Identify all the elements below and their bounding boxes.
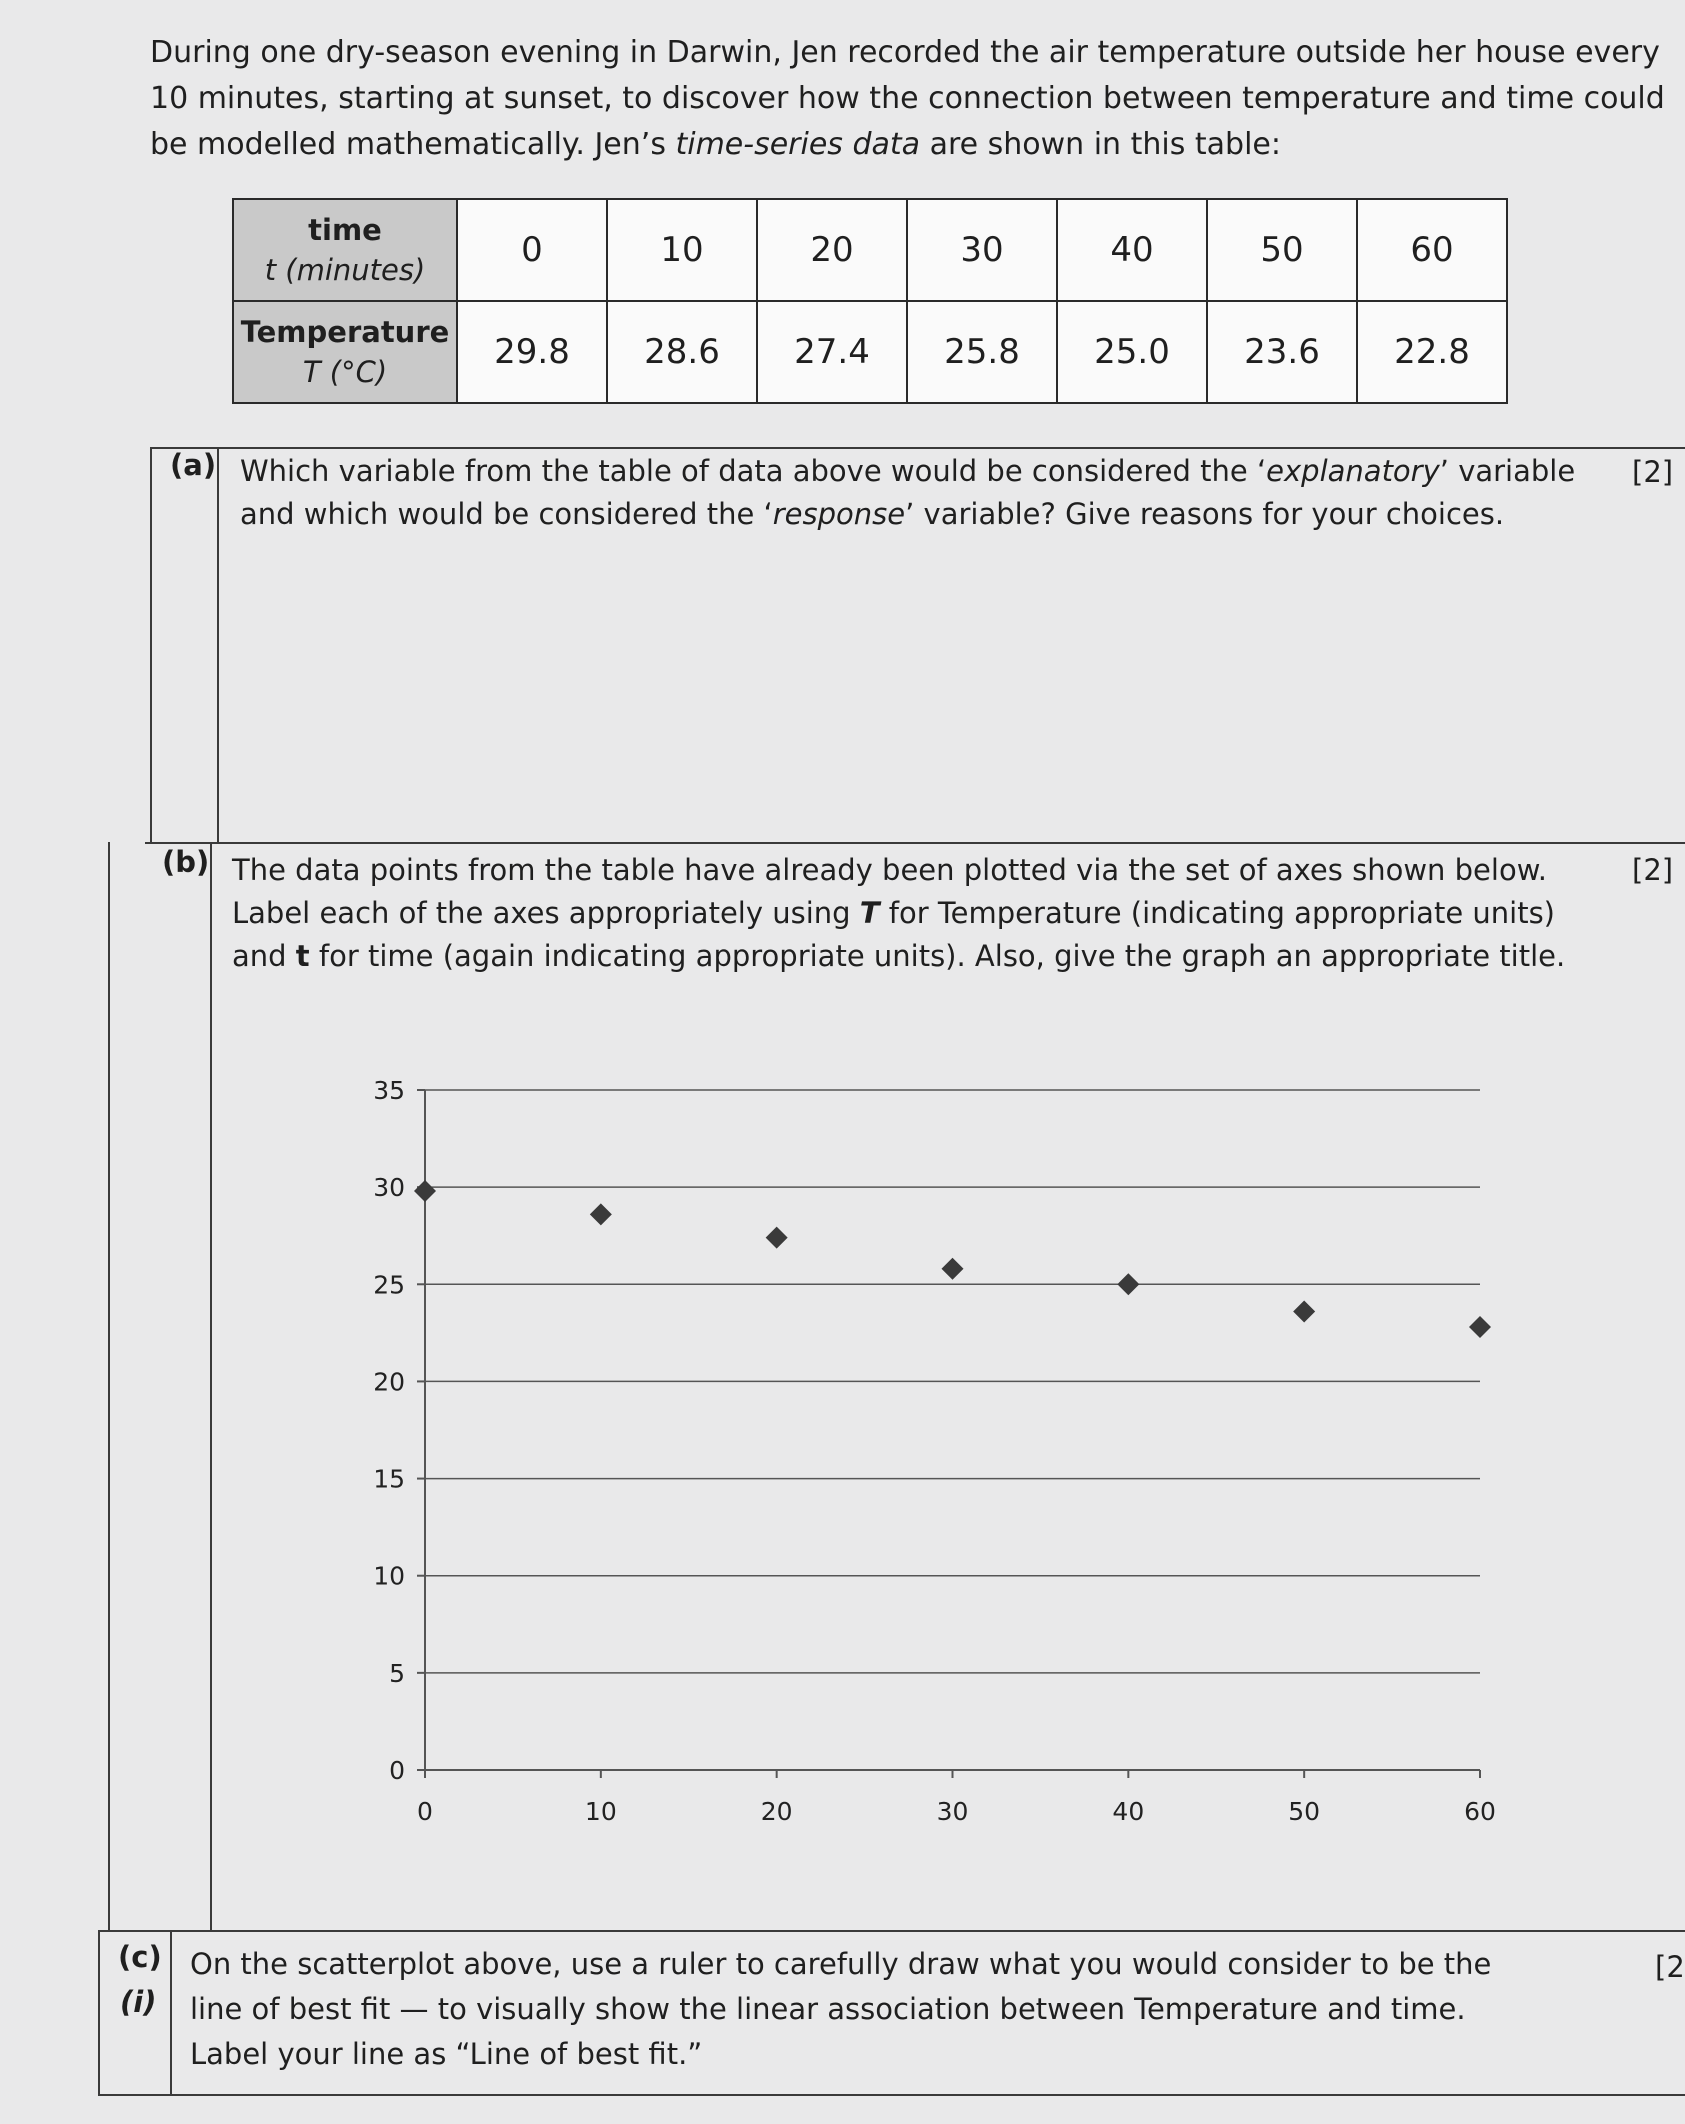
part-a-label: (a) (170, 448, 217, 482)
time-header-title: time (308, 213, 382, 247)
part-c-line-3: Label your line as “Line of best fit.” (190, 2037, 703, 2071)
time-header-cell (233, 199, 457, 301)
y-tick-label: 30 (373, 1173, 405, 1203)
temperature-header-title: Temperature (240, 315, 450, 349)
x-tick-label: 50 (1288, 1797, 1321, 1826)
part-a-line-1-end: ’ variable (1439, 454, 1576, 488)
part-a-line-2-end: ’ variable? Give reasons for your choices. (905, 497, 1505, 531)
part-c-left-border (98, 1930, 100, 2095)
x-tick-label: 30 (936, 1797, 969, 1826)
y-tick-label: 10 (373, 1561, 405, 1591)
response-term: response (772, 497, 906, 531)
part-a-line-1 (240, 450, 1575, 493)
temperature-symbol: T (859, 896, 880, 930)
part-b-line-1: The data points from the table have already been plotted via the set of axes shown below. (232, 853, 1547, 887)
part-b-line-3-end: for time (again indicating appropriate units). Also, give the graph an appropriate title. (309, 939, 1566, 973)
temperature-cell: 28.6 (607, 301, 757, 403)
part-b-left-border (108, 842, 110, 1930)
temperature-cell: 23.6 (1207, 301, 1357, 403)
part-a-line-1-start: Which variable from the table of data above would be considered the ‘ (240, 454, 1267, 488)
intro-line-3-end: are shown in this table: (920, 127, 1281, 162)
time-cell: 10 (607, 199, 757, 301)
time-cell: 0 (457, 199, 607, 301)
temperature-header-unit: T (°C) (302, 355, 388, 389)
temperature-cell: 25.0 (1057, 301, 1207, 403)
part-b-line-2 (232, 892, 1555, 935)
part-b-label: (b) (162, 845, 210, 879)
data-point-marker (942, 1258, 964, 1280)
part-b-line-3 (232, 935, 1565, 978)
x-tick-label: 60 (1464, 1797, 1496, 1826)
time-cell: 20 (757, 199, 907, 301)
part-c-top-border (100, 1930, 1685, 1932)
y-tick-label: 35 (373, 1076, 405, 1105)
part-c-line-2: line of best fit — to visually show the linear association between Temperature and time. (190, 1992, 1466, 2026)
x-tick-label: 10 (584, 1797, 617, 1826)
part-a-marks: [2] (1632, 455, 1674, 489)
part-c-label-divider (170, 1930, 172, 2095)
part-a-top-border (150, 447, 1685, 449)
temperature-row (233, 301, 1507, 403)
intro-emphasis: time-series data (675, 127, 921, 162)
time-row (233, 199, 1507, 301)
temperature-cell: 29.8 (457, 301, 607, 403)
part-b-marks: [2] (1632, 853, 1674, 887)
part-c-sublabel (120, 1985, 156, 2019)
data-point-marker (590, 1203, 612, 1225)
time-cell: 30 (907, 199, 1057, 301)
intro-paragraph (150, 30, 1665, 168)
time-cell: 40 (1057, 199, 1207, 301)
part-b-line-3-start: and (232, 939, 296, 973)
y-tick-label: 20 (373, 1367, 405, 1397)
part-c-label: (c) (118, 1940, 162, 1974)
temperature-cell: 27.4 (757, 301, 907, 403)
data-point-marker (766, 1227, 788, 1249)
y-tick-label: 15 (373, 1464, 405, 1494)
part-a-label-divider (217, 447, 219, 842)
scatter-chart (300, 1040, 1520, 1860)
temperature-cell: 25.8 (907, 301, 1057, 403)
part-b-line-2-end: for Temperature (indicating appropriate units) (879, 896, 1555, 930)
part-c-line-1: On the scatterplot above, use a ruler to carefully draw what you would consider to be the (190, 1947, 1492, 1981)
part-a-left-border (150, 447, 152, 842)
time-header-unit: t (minutes) (264, 253, 426, 287)
time-cell: 60 (1357, 199, 1507, 301)
y-tick-label: 0 (389, 1756, 405, 1785)
data-table (232, 198, 1508, 404)
part-c-sublabel-text: (i) (120, 1985, 157, 2019)
data-point-marker (1293, 1300, 1315, 1322)
data-point-marker (1117, 1273, 1139, 1295)
part-a-line-2-start: and which would be considered the ‘ (240, 497, 773, 531)
intro-line-1: During one dry-season evening in Darwin, Jen recorded the air temperature outside her house every (150, 35, 1660, 70)
part-b-top-border (145, 842, 1685, 844)
intro-line-3-start: be modelled mathematically. Jen’s (150, 127, 676, 162)
part-a-line-2 (240, 493, 1504, 536)
part-b-label-divider (210, 842, 212, 1930)
x-tick-label: 40 (1112, 1797, 1145, 1826)
time-cell: 50 (1207, 199, 1357, 301)
x-tick-label: 0 (417, 1797, 433, 1826)
intro-line-3 (150, 122, 1600, 168)
x-tick-label: 20 (760, 1797, 793, 1826)
time-symbol: t (295, 939, 310, 973)
data-point-marker (414, 1180, 436, 1202)
explanatory-term: explanatory (1266, 454, 1440, 488)
part-c-bottom-border (98, 2094, 1685, 2096)
part-c-marks: [2 (1655, 1950, 1685, 1984)
intro-line-2: 10 minutes, starting at sunset, to discover how the connection between temperature and time could (150, 81, 1665, 116)
data-point-marker (1469, 1316, 1491, 1338)
temperature-header-cell (233, 301, 457, 403)
y-tick-label: 25 (373, 1270, 405, 1300)
y-tick-label: 5 (389, 1658, 405, 1688)
temperature-cell: 22.8 (1357, 301, 1507, 403)
part-b-line-2-start: Label each of the axes appropriately using (232, 896, 860, 930)
